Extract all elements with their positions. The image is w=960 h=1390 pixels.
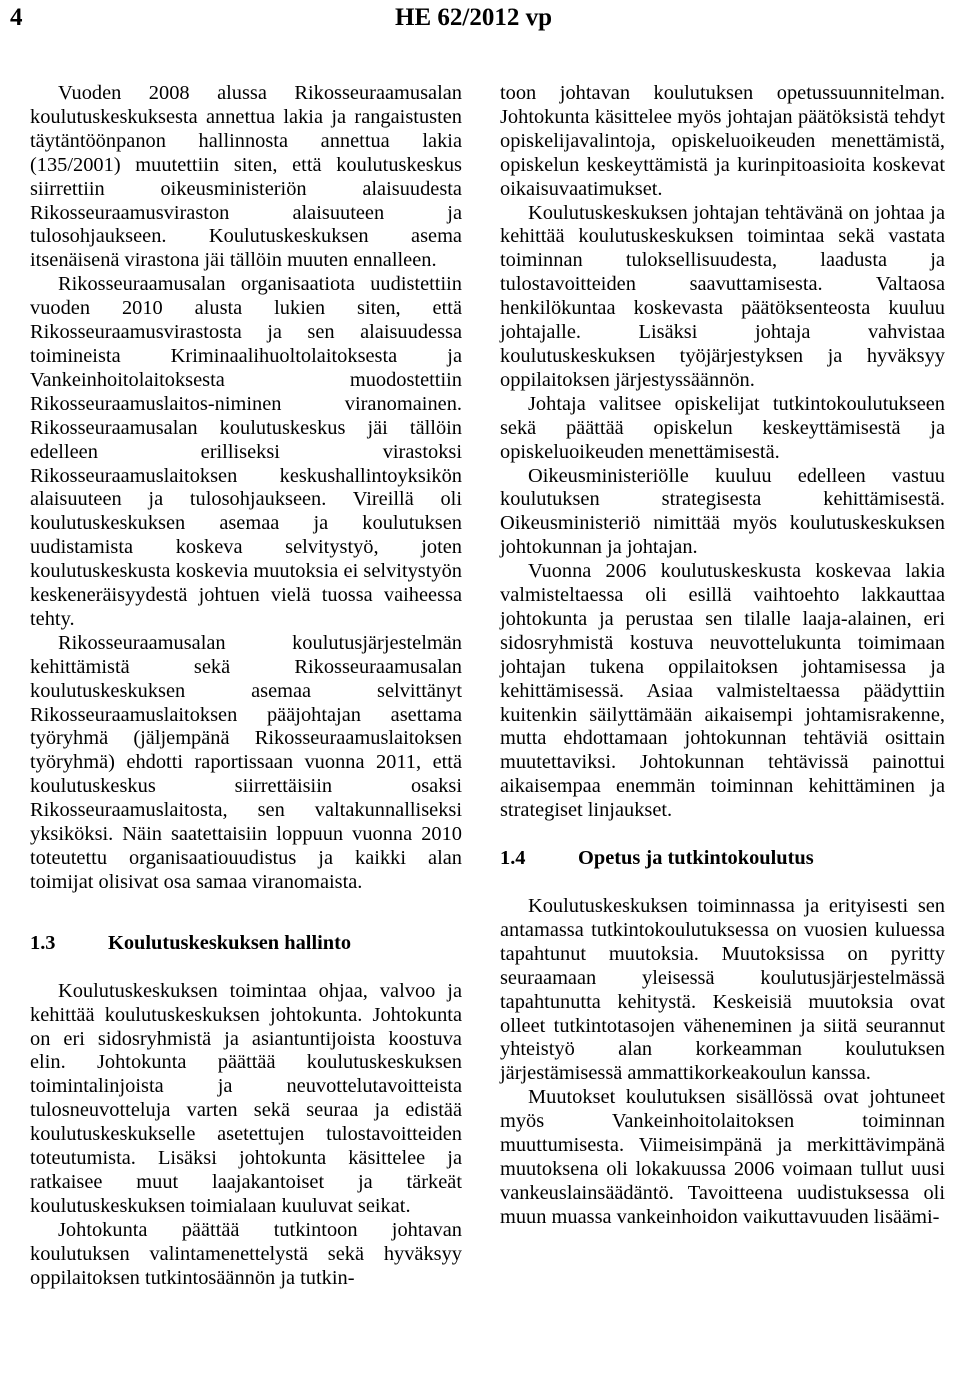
page-number: 4 xyxy=(10,4,23,31)
paragraph: Johtokunta päättää tutkintoon johtavan koulutuksen valintamenettelystä sekä hyväksyy oppilaitoksen tutkintosäännön ja tutkin- xyxy=(30,1218,462,1289)
paragraph: Muutokset koulutuksen sisällössä ovat johtuneet myös Vankeinhoitolaitoksen toiminnan muuttumisesta. Viimeisimpänä ja merkittävimpänä muutoksena oli lokakuussa 2006 voimaan tullut uusi vankeuslainsäädäntö. Tavoitteena uudistuksessa oli muun muassa vankeinhoidon vaikuttavuuden lisäämi- xyxy=(500,1086,945,1228)
section-heading xyxy=(500,847,945,871)
paragraph: Oikeusministeriölle kuuluu edelleen vastuu koulutuksen strategisesta kehittämisestä. Oikeusministeriö nimittää myös koulutuskeskuksen johtokunnan ja johtajan. xyxy=(500,464,945,559)
paragraph: Vuoden 2008 alussa Rikosseuraamusalan koulutuskeskuksesta annettua lakia ja rangaistusten täytäntöönpanon hallinnosta annettua lakia (135/2001) muutettiin siten, että koulutuskeskus siirrettiin oikeusministeriön alaisuudesta Rikosseuraamusviraston alaisuuteen ja tulosohjaukseen. Koulutuskeskuksen asema itsenäisenä virastona jäi tällöin muuten ennalleen. xyxy=(30,82,462,272)
section-title: Koulutuskeskuksen hallinto xyxy=(108,931,352,954)
paragraph: Koulutuskeskuksen toimintaa ohjaa, valvoo ja kehittää koulutuskeskuksen johtokunta. Johtokunta on eri sidosryhmistä ja asiantuntijoista koostuva elin. Johtokunta päättää koulutuskeskuksen toimintalinjoista ja neuvottelutavoitteista tulosneuvotteluja varten sekä seuraa ja edistää koulutuskeskukselle asetettujen tulostavoitteiden toteutumista. Lisäksi johtokunta käsittelee ja ratkaisee muut laajakantoiset ja tärkeät koulutuskeskuksen toimialaan kuuluvat seikat. xyxy=(30,979,462,1217)
paragraph: Rikosseuraamusalan koulutusjärjestelmän kehittämistä sekä Rikosseuraamusalan koulutuskeskuksen asemaa selvittänyt Rikosseuraamuslaitoksen pääjohtajan asettama työryhmä (jäljempänä Rikosseuraamuslaitoksen työryhmä) ehdotti raportissaan vuonna 2011, että koulutuskeskus siirrettäisiin osaksi Rikosseuraamuslaitosta, sen valtakunnalliseksi yksiköksi. Näin saatettaisiin loppuun vuonna 2010 toteutettu organisaatiouudistus ja kaikki alan toimijat olisivat osa samaa viranomaista. xyxy=(30,631,462,893)
paragraph: toon johtavan koulutuksen opetussuunnitelman. Johtokunta käsittelee myös johtajan päätöksistä tehdyt opiskelijavalintoja, opiskeluoikeuden menettämistä, opiskelun keskeyttämistä ja kurinpitoasioita koskevat oikaisuvaatimukset. xyxy=(500,82,945,200)
paragraph: Koulutuskeskuksen toiminnassa ja erityisesti sen antamassa tutkintokoulutuksessa on vuosien kuluessa tapahtunut muutoksia. Muutoksissa on pyritty seuraamaan yleisessä koulutusjärjestelmässä tapahtunutta kehitystä. Keskeisiä muutoksia ovat olleet tutkintotasojen väheneminen ja siitä seurannut yhteistyö alan korkeamman koulutuksen järjestämisessä ammattikorkeakoulun kanssa. xyxy=(500,895,945,1085)
page-header xyxy=(0,0,960,44)
section-heading xyxy=(30,932,462,956)
section-title: Opetus ja tutkintokoulutus xyxy=(578,847,814,870)
section-number: 1.3 xyxy=(30,931,56,954)
right-column xyxy=(500,82,945,1230)
document-id: HE 62/2012 vp xyxy=(395,4,552,31)
paragraph: Koulutuskeskuksen johtajan tehtävänä on johtaa ja kehittää koulutuskeskuksen toimintaa sekä vastata toiminnan tuloksellisuudesta, laadusta ja tulostavoitteiden saavuttamisesta. Valtaosa henkilökuntaa koskevasta päätöksenteosta kuuluu johtajalle. Lisäksi johtaja vahvistaa koulutuskeskuksen työjärjestyksen ja hyväksyy oppilaitoksen järjestyssäännön. xyxy=(500,201,945,391)
left-column xyxy=(30,82,462,1291)
paragraph: Rikosseuraamusalan organisaatiota uudistettiin vuoden 2010 alusta lukien siten, että Rikosseuraamusvirastosta ja sen alaisuudessa toimineista Kriminaalihuoltolaitoksesta ja Vankeinhoitolaitoksesta muodostettiin Rikosseuraamuslaitos-niminen viranomainen. Rikosseuraamusalan koulutuskeskus jäi tällöin edelleen erilliseksi virastoksi Rikosseuraamuslaitoksen keskushallintoyksikön alaisuuteen ja tulosohjaukseen. Vireillä oli koulutuskeskuksen asemaa ja koulutuksen uudistamista koskeva selvitystyö, joten koulutuskeskusta koskevia muutoksia ei selvitystyön keskeneräisyydestä johtuen vielä tuossa vaiheessa tehty. xyxy=(30,273,462,630)
paragraph: Vuonna 2006 koulutuskeskusta koskevaa lakia valmisteltaessa oli esillä vaihtoehto lakkauttaa johtokunta ja perustaa sen tilalle laaja-alainen, eri sidosryhmistä kostuva neuvottelukunta toimimaan johtajan tukena oppilaitoksen johtamisessa ja kehittämisessä. Asiaa valmisteltaessa päädyttiin kuitenkin säilyttämään aikaisempi johtamisrakenne, mutta ehdottamaan johtokunnan tehtäviä osittain muutettaviksi. Johtokunnan tehtävissä painottui aikaisempaa enemmän toiminnan kehittäminen ja strategiset linjaukset. xyxy=(500,560,945,822)
paragraph: Johtaja valitsee opiskelijat tutkintokoulutukseen sekä päättää opiskelun keskeyttämisestä ja opiskeluoikeuden menettämisestä. xyxy=(500,392,945,463)
section-number: 1.4 xyxy=(500,847,526,870)
